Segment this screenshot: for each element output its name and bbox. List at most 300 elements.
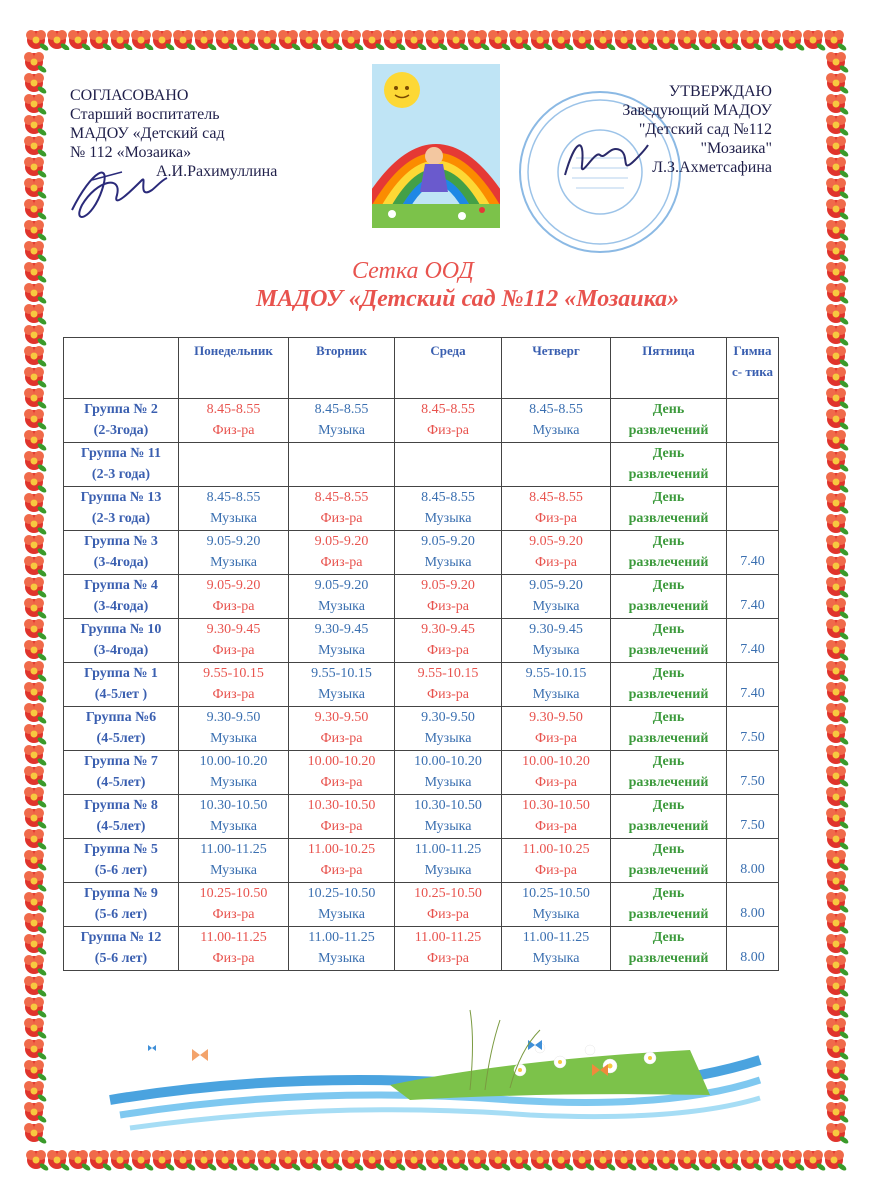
header-empty	[64, 338, 179, 399]
friday-cell	[611, 619, 727, 663]
border-flower	[826, 73, 850, 95]
border-flower	[26, 1150, 50, 1172]
gymnastics-cell: 7.50	[727, 707, 779, 751]
border-flower	[509, 1150, 533, 1172]
group-age: (5-6 лет)	[94, 951, 148, 966]
group-cell	[64, 839, 179, 883]
border-flower	[24, 766, 48, 788]
lesson-subject: Музыка	[532, 687, 580, 702]
border-flower	[826, 409, 850, 431]
border-flower	[593, 30, 617, 52]
border-flower	[278, 30, 302, 52]
border-flower	[24, 304, 48, 326]
border-flower	[826, 367, 850, 389]
header-tuesday: Вторник	[289, 338, 395, 399]
border-flower	[24, 346, 48, 368]
table-row	[64, 487, 779, 531]
friday-line2: развлечений	[628, 423, 709, 438]
lesson-subject: Музыка	[532, 951, 580, 966]
border-flower	[614, 30, 638, 52]
border-flower	[826, 934, 850, 956]
lesson-time: 8.45-8.55	[314, 402, 369, 417]
group-age: (4-5лет)	[96, 819, 146, 834]
group-name: Группа № 5	[84, 842, 158, 857]
lesson-cell-tue	[289, 795, 395, 839]
lesson-subject: Физ-ра	[212, 643, 255, 658]
lesson-time: 11.00-10.25	[522, 842, 590, 857]
border-flower	[826, 115, 850, 137]
border-flower	[24, 871, 48, 893]
lesson-subject: Физ-ра	[535, 555, 577, 570]
lesson-time: 8.45-8.55	[206, 490, 261, 505]
lesson-time: 9.05-9.20	[206, 534, 261, 549]
border-flower	[826, 997, 850, 1019]
approval-left-line2: Старший воспитатель	[70, 106, 220, 123]
border-flower	[826, 850, 850, 872]
friday-line2: развлечений	[628, 951, 709, 966]
gymnastics-cell: 7.40	[727, 575, 779, 619]
border-flower	[24, 283, 48, 305]
border-flower	[24, 934, 48, 956]
border-flower	[24, 52, 48, 74]
border-flower	[826, 682, 850, 704]
border-flower	[68, 1150, 92, 1172]
border-flower	[740, 30, 764, 52]
border-flower	[826, 136, 850, 158]
friday-line2: развлечений	[628, 907, 709, 922]
border-flower	[24, 1081, 48, 1103]
lesson-time: 10.00-10.20	[199, 754, 268, 769]
table-row	[64, 663, 779, 707]
border-flower	[24, 514, 48, 536]
border-flower	[593, 1150, 617, 1172]
lesson-subject: Музыка	[532, 643, 580, 658]
group-name: Группа № 1	[84, 666, 158, 681]
lesson-cell-thu	[502, 619, 611, 663]
border-flower	[824, 1150, 848, 1172]
lesson-time: 9.05-9.20	[314, 534, 369, 549]
group-age: (4-5лет)	[96, 775, 146, 790]
border-flower	[47, 1150, 71, 1172]
lesson-subject: Музыка	[532, 599, 580, 614]
border-flower	[89, 30, 113, 52]
friday-line1: День	[652, 710, 685, 725]
border-flower	[826, 1060, 850, 1082]
lesson-subject: Физ-ра	[535, 511, 577, 526]
friday-line2: развлечений	[628, 775, 709, 790]
border-flower	[24, 430, 48, 452]
lesson-cell-thu	[502, 531, 611, 575]
lesson-subject: Музыка	[210, 863, 257, 878]
lesson-time: 11.00-10.25	[307, 842, 376, 857]
border-flower	[509, 30, 533, 52]
signature-left	[62, 150, 172, 230]
border-flower	[68, 30, 92, 52]
lesson-cell-thu	[502, 399, 611, 443]
friday-line2: развлечений	[628, 643, 709, 658]
gymnastics-cell: 7.40	[727, 531, 779, 575]
border-flower	[826, 1018, 850, 1040]
border-flower	[826, 304, 850, 326]
border-flower	[24, 829, 48, 851]
lesson-subject: Музыка	[210, 555, 257, 570]
friday-line2: развлечений	[628, 511, 709, 526]
border-flower	[320, 1150, 344, 1172]
lesson-cell-wed	[395, 751, 502, 795]
lesson-subject: Музыка	[210, 819, 257, 834]
lesson-subject: Музыка	[424, 819, 472, 834]
border-flower	[24, 640, 48, 662]
border-flower	[24, 577, 48, 599]
group-age: (2-3 года)	[91, 467, 151, 482]
lesson-subject: Музыка	[318, 599, 365, 614]
border-flower	[24, 262, 48, 284]
lesson-cell-tue	[289, 443, 395, 487]
border-flower	[24, 409, 48, 431]
lesson-time: 9.05-9.20	[529, 578, 583, 593]
lesson-subject: Музыка	[318, 643, 365, 658]
table-row	[64, 399, 779, 443]
border-flower	[551, 30, 575, 52]
border-flower	[24, 136, 48, 158]
lesson-time: 8.45-8.55	[206, 402, 261, 417]
table-row	[64, 619, 779, 663]
lesson-cell-mon	[179, 531, 289, 575]
friday-line1: День	[652, 622, 685, 637]
lesson-time: 9.30-9.50	[206, 710, 261, 725]
friday-line1: День	[652, 886, 685, 901]
lesson-cell-thu	[502, 663, 611, 707]
border-flower	[826, 325, 850, 347]
table-row	[64, 927, 779, 971]
border-flower	[826, 514, 850, 536]
border-flower	[656, 1150, 680, 1172]
lesson-cell-wed	[395, 795, 502, 839]
border-flower	[826, 52, 850, 74]
lesson-subject: Музыка	[532, 907, 580, 922]
lesson-cell-mon	[179, 663, 289, 707]
border-flower	[152, 30, 176, 52]
border-flower	[24, 556, 48, 578]
gymnastics-cell: 8.00	[727, 883, 779, 927]
group-age: (3-4года)	[93, 643, 149, 658]
border-flower	[24, 1123, 48, 1145]
lesson-cell-thu	[502, 839, 611, 883]
table-row	[64, 883, 779, 927]
border-flower	[299, 30, 323, 52]
friday-cell	[611, 487, 727, 531]
group-cell	[64, 619, 179, 663]
friday-cell	[611, 707, 727, 751]
lesson-subject: Физ-ра	[212, 907, 255, 922]
border-flower	[782, 30, 806, 52]
lesson-cell-tue	[289, 575, 395, 619]
table-row	[64, 795, 779, 839]
friday-cell	[611, 751, 727, 795]
border-flower	[530, 1150, 554, 1172]
border-flower	[24, 661, 48, 683]
lesson-subject: Музыка	[424, 863, 472, 878]
lesson-time: 10.30-10.50	[414, 798, 482, 813]
lesson-cell-wed	[395, 927, 502, 971]
border-flower	[446, 30, 470, 52]
friday-cell	[611, 575, 727, 619]
border-flower	[383, 1150, 407, 1172]
border-flower	[530, 30, 554, 52]
friday-line2: развлечений	[628, 555, 709, 570]
border-flower	[826, 178, 850, 200]
border-flower	[740, 1150, 764, 1172]
border-flower	[826, 262, 850, 284]
lesson-subject: Физ-ра	[212, 951, 255, 966]
lesson-subject: Физ-ра	[320, 819, 363, 834]
lesson-time: 9.30-9.50	[421, 710, 475, 725]
approval-right-line2: Заведующий МАДОУ	[622, 102, 772, 119]
lesson-time: 9.05-9.20	[421, 534, 475, 549]
border-flower	[24, 1039, 48, 1061]
lesson-subject: Музыка	[318, 687, 365, 702]
lesson-time: 9.05-9.20	[529, 534, 583, 549]
border-flower	[341, 1150, 365, 1172]
lesson-cell-wed	[395, 883, 502, 927]
gymnastics-cell: 7.40	[727, 663, 779, 707]
lesson-subject: Физ-ра	[320, 555, 363, 570]
border-flower	[173, 1150, 197, 1172]
gymnastics-cell: 7.50	[727, 795, 779, 839]
border-flower	[131, 1150, 155, 1172]
friday-cell	[611, 839, 727, 883]
lesson-cell-mon	[179, 487, 289, 531]
lesson-cell-wed	[395, 707, 502, 751]
border-flower	[826, 829, 850, 851]
border-flower	[24, 157, 48, 179]
friday-line2: развлечений	[628, 467, 709, 482]
lesson-cell-mon	[179, 399, 289, 443]
group-cell	[64, 399, 179, 443]
gymnastics-cell: 7.50	[727, 751, 779, 795]
friday-cell	[611, 795, 727, 839]
lesson-subject: Физ-ра	[535, 863, 577, 878]
table-row	[64, 531, 779, 575]
friday-line1: День	[652, 930, 685, 945]
approval-right-signer: Л.З.Ахметсафина	[652, 159, 772, 176]
schedule-table	[63, 337, 779, 971]
friday-line1: День	[652, 754, 685, 769]
lesson-subject: Физ-ра	[535, 819, 577, 834]
group-age: (2-3года)	[93, 423, 149, 438]
border-flower	[614, 1150, 638, 1172]
group-age: (4-5лет)	[96, 731, 146, 746]
border-flower	[362, 30, 386, 52]
border-flower	[826, 577, 850, 599]
border-flower	[467, 30, 491, 52]
border-flower	[24, 451, 48, 473]
border-flower	[24, 850, 48, 872]
border-flower	[24, 1018, 48, 1040]
border-flower	[24, 388, 48, 410]
lesson-cell-mon	[179, 707, 289, 751]
border-flower	[173, 30, 197, 52]
lesson-subject: Музыка	[318, 907, 365, 922]
border-flower	[24, 535, 48, 557]
title-line1: Сетка ООД	[352, 258, 474, 284]
border-flower	[824, 30, 848, 52]
friday-line1: День	[652, 842, 685, 857]
lesson-cell-mon	[179, 927, 289, 971]
border-flower	[257, 30, 281, 52]
lesson-time: 9.30-9.45	[529, 622, 583, 637]
lesson-cell-wed	[395, 443, 502, 487]
border-flower	[826, 724, 850, 746]
lesson-time: 9.55-10.15	[525, 666, 587, 681]
lesson-subject: Физ-ра	[212, 687, 255, 702]
gymnastics-cell	[727, 443, 779, 487]
lesson-time: 9.30-9.45	[206, 622, 261, 637]
border-flower	[89, 1150, 113, 1172]
lesson-cell-tue	[289, 707, 395, 751]
border-flower	[826, 787, 850, 809]
border-flower	[24, 724, 48, 746]
approval-right	[622, 82, 772, 177]
border-flower	[24, 619, 48, 641]
group-age: (5-6 лет)	[94, 863, 148, 878]
border-flower	[24, 199, 48, 221]
table-header-row	[64, 338, 779, 399]
border-flower	[24, 682, 48, 704]
lesson-cell-tue	[289, 663, 395, 707]
group-age: (5-6 лет)	[94, 907, 148, 922]
border-flower	[826, 745, 850, 767]
border-flower	[404, 1150, 428, 1172]
lesson-cell-thu	[502, 487, 611, 531]
group-cell	[64, 795, 179, 839]
border-flower	[24, 997, 48, 1019]
friday-line2: развлечений	[628, 687, 709, 702]
border-flower	[698, 1150, 722, 1172]
border-flower	[24, 703, 48, 725]
friday-line1: День	[652, 534, 685, 549]
border-flower	[826, 220, 850, 242]
header-friday: Пятница	[611, 338, 727, 399]
lesson-time: 9.30-9.50	[314, 710, 369, 725]
border-flower	[24, 241, 48, 263]
border-flower	[299, 1150, 323, 1172]
border-flower	[24, 913, 48, 935]
lesson-cell-tue	[289, 399, 395, 443]
lesson-subject: Физ-ра	[427, 687, 469, 702]
lesson-subject: Музыка	[318, 951, 365, 966]
border-flower	[826, 1123, 850, 1145]
border-flower	[635, 1150, 659, 1172]
lesson-subject: Физ-ра	[535, 731, 577, 746]
friday-cell	[611, 531, 727, 575]
lesson-cell-mon	[179, 751, 289, 795]
border-flower	[803, 1150, 827, 1172]
border-flower	[826, 556, 850, 578]
lesson-subject: Физ-ра	[535, 775, 577, 790]
lesson-cell-mon	[179, 795, 289, 839]
border-flower	[24, 472, 48, 494]
lesson-time: 10.00-10.20	[307, 754, 376, 769]
lesson-cell-mon	[179, 575, 289, 619]
lesson-time: 11.00-11.25	[414, 930, 482, 945]
border-flower	[656, 30, 680, 52]
border-flower	[215, 1150, 239, 1172]
lesson-time: 9.05-9.20	[421, 578, 475, 593]
border-flower	[826, 472, 850, 494]
lesson-time: 10.30-10.50	[307, 798, 376, 813]
friday-line2: развлечений	[628, 819, 709, 834]
group-name: Группа № 13	[80, 490, 162, 505]
border-flower	[677, 1150, 701, 1172]
friday-line1: День	[652, 578, 685, 593]
lesson-cell-wed	[395, 399, 502, 443]
border-flower	[826, 346, 850, 368]
approval-left-line1: СОГЛАСОВАНО	[70, 87, 189, 104]
border-flower	[551, 1150, 575, 1172]
border-flower	[24, 73, 48, 95]
header-monday: Понедельник	[179, 338, 289, 399]
border-flower	[24, 493, 48, 515]
group-cell	[64, 927, 179, 971]
border-flower	[110, 30, 134, 52]
group-name: Группа № 11	[80, 446, 162, 461]
group-name: Группа № 2	[84, 402, 158, 417]
border-flower	[826, 283, 850, 305]
border-flower	[236, 30, 260, 52]
border-flower	[24, 745, 48, 767]
lesson-subject: Физ-ра	[320, 863, 363, 878]
header-gymnastics: Гимна с- тика	[727, 338, 779, 399]
lesson-time: 8.45-8.55	[421, 402, 475, 417]
border-flower	[826, 94, 850, 116]
lesson-cell-mon	[179, 883, 289, 927]
border-flower	[826, 493, 850, 515]
friday-line2: развлечений	[628, 731, 709, 746]
border-flower	[236, 1150, 260, 1172]
border-flower	[24, 808, 48, 830]
lesson-cell-wed	[395, 663, 502, 707]
lesson-cell-thu	[502, 575, 611, 619]
lesson-time: 9.55-10.15	[417, 666, 479, 681]
border-flower	[826, 955, 850, 977]
border-flower	[383, 30, 407, 52]
lesson-cell-wed	[395, 839, 502, 883]
group-cell	[64, 663, 179, 707]
lesson-subject: Музыка	[210, 511, 257, 526]
border-flower	[761, 1150, 785, 1172]
group-cell	[64, 443, 179, 487]
border-flower	[215, 30, 239, 52]
lesson-time: 8.45-8.55	[529, 402, 583, 417]
lesson-subject: Физ-ра	[320, 731, 363, 746]
lesson-cell-wed	[395, 487, 502, 531]
lesson-subject: Физ-ра	[427, 423, 469, 438]
lesson-time: 10.00-10.20	[522, 754, 590, 769]
border-flower	[404, 30, 428, 52]
meadow-decoration	[90, 1000, 770, 1140]
table-row	[64, 751, 779, 795]
group-age: (2-3 года)	[91, 511, 151, 526]
border-flower	[24, 325, 48, 347]
lesson-cell-wed	[395, 619, 502, 663]
border-flower	[826, 1102, 850, 1124]
lesson-cell-tue	[289, 751, 395, 795]
lesson-subject: Музыка	[532, 423, 580, 438]
group-cell	[64, 531, 179, 575]
border-flower	[425, 1150, 449, 1172]
lesson-subject: Музыка	[424, 555, 472, 570]
